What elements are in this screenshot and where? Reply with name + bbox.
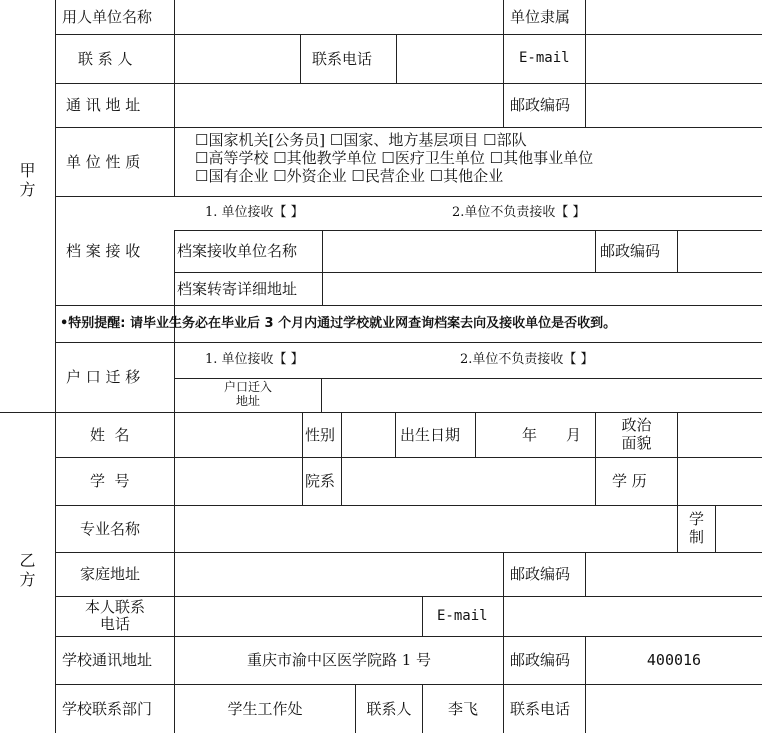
school-contact-value: 李飞	[447, 699, 478, 718]
political-status-field[interactable]	[678, 412, 762, 457]
department-label: 院系	[305, 472, 336, 490]
rule-b-c17	[503, 684, 504, 733]
duration-field[interactable]	[716, 505, 762, 552]
archive-label: 档 案 接 收	[66, 241, 141, 260]
contact-phone-field[interactable]	[397, 34, 503, 83]
rule-b-c11	[422, 596, 423, 636]
rule-b-c4	[475, 412, 476, 457]
school-postal-value: 400016	[646, 651, 702, 669]
contact-phone-label: 联系电话	[312, 49, 373, 68]
unit-type-option-row-1[interactable]: ☐国家机关[公务员] ☐国家、地方基层项目 ☐部队	[195, 131, 527, 149]
affiliation-label: 单位隶属	[510, 8, 571, 26]
hukou-label: 户 口 迁 移	[66, 368, 141, 386]
duration-label-line2: 制	[688, 527, 704, 546]
rule-b-c13	[503, 636, 504, 684]
archive-option-none[interactable]: 2.单位不负责接收【 】	[452, 205, 586, 221]
school-dept-label: 学校联系部门	[62, 699, 153, 718]
major-field[interactable]	[175, 505, 677, 552]
home-postal-field[interactable]	[586, 552, 762, 596]
education-label: 学 历	[612, 472, 647, 490]
rule-row-6	[55, 342, 762, 343]
archive-unit-name-field[interactable]	[323, 230, 595, 272]
major-label: 专业名称	[80, 519, 141, 538]
rule-b-c1	[302, 412, 303, 505]
school-phone-label: 联系电话	[510, 699, 571, 718]
postal-code-field[interactable]	[586, 83, 762, 127]
archive-address-field[interactable]	[323, 272, 762, 305]
school-address-label: 学校通讯地址	[62, 651, 153, 669]
home-address-field[interactable]	[175, 552, 503, 596]
contact-person-field[interactable]	[175, 34, 300, 83]
personal-email-label: E-mail	[437, 607, 488, 624]
party-a-label: 甲 方	[19, 160, 36, 199]
employer-name-field[interactable]	[175, 0, 503, 34]
rule-col-arch-b	[595, 230, 596, 272]
email-label: E-mail	[519, 50, 570, 67]
school-dept-value: 学生工作处	[227, 699, 303, 718]
email-field[interactable]	[586, 34, 762, 83]
duration-label-line1: 学	[688, 510, 704, 529]
unit-type-option-row-3[interactable]: ☐国有企业 ☐外资企业 ☐民营企业 ☐其他企业	[195, 167, 504, 185]
department-field[interactable]	[342, 457, 595, 505]
school-postal-label: 邮政编码	[510, 651, 571, 669]
duration-label	[678, 505, 715, 552]
affiliation-field[interactable]	[586, 0, 762, 34]
personal-phone-label	[56, 596, 174, 636]
name-field[interactable]	[175, 412, 302, 457]
unit-type-option-row-2[interactable]: ☐高等学校 ☐其他教学单位 ☐医疗卫生单位 ☐其他事业单位	[195, 149, 594, 167]
home-postal-label: 邮政编码	[510, 565, 571, 583]
rule-b-c3	[395, 412, 396, 457]
gender-field[interactable]	[342, 412, 395, 457]
hukou-option-none[interactable]: 2.单位不负责接收【 】	[460, 352, 594, 368]
archive-option-unit[interactable]: 1. 单位接收【 】	[205, 205, 304, 221]
hukou-address-field[interactable]	[322, 378, 762, 412]
postal-code-label: 邮政编码	[510, 96, 571, 114]
rule-b-c9	[503, 552, 504, 596]
hukou-address-label	[175, 378, 321, 412]
personal-email-field[interactable]	[504, 596, 762, 636]
student-id-field[interactable]	[175, 457, 302, 505]
rule-col-r2c	[503, 34, 504, 83]
phone-label-line2: 电话	[99, 615, 130, 633]
archive-address-label: 档案转寄详细地址	[177, 279, 298, 298]
address-field[interactable]	[175, 83, 503, 127]
education-field[interactable]	[678, 457, 762, 505]
school-phone-field[interactable]	[586, 684, 762, 733]
archive-postal-label: 邮政编码	[600, 242, 661, 260]
hukou-address-label-line1: 户口迁入	[223, 380, 272, 395]
student-id-label: 学 号	[90, 472, 130, 490]
political-status-label	[596, 412, 677, 457]
archive-postal-field[interactable]	[678, 230, 762, 272]
unit-type-options[interactable]	[195, 128, 755, 194]
personal-phone-field[interactable]	[175, 596, 422, 636]
birth-month-label: 月	[566, 425, 582, 444]
contact-person-label: 联 系 人	[78, 49, 133, 68]
name-label: 姓 名	[90, 425, 130, 444]
unit-type-label: 单 位 性 质	[66, 152, 141, 171]
rule-col-a1	[503, 0, 504, 34]
rule-col-archive	[174, 230, 175, 305]
party-b-label: 乙 方	[19, 550, 36, 589]
political-label-line2: 面貌	[621, 433, 652, 452]
address-label: 通 讯 地 址	[66, 96, 141, 114]
phone-label-line1: 本人联系	[84, 597, 145, 616]
school-contact-label: 联系人	[366, 699, 412, 718]
rule-col-r3a	[503, 83, 504, 127]
home-address-label: 家庭地址	[80, 565, 141, 583]
archive-unit-name-label: 档案接收单位名称	[177, 242, 298, 260]
employer-name-label: 用人单位名称	[62, 8, 153, 26]
rule-col-r2a	[300, 34, 301, 83]
special-notice: •特别提醒: 请毕业生务必在毕业后 3 个月内通过学校就业网查询档案去向及接收单位是否收到。	[60, 315, 617, 331]
school-address-value: 重庆市渝中区医学院路 1 号	[246, 651, 432, 669]
hukou-address-label-line2: 地址	[235, 394, 260, 408]
birth-date-label: 出生日期	[400, 425, 461, 444]
birth-year-label: 年	[522, 425, 538, 444]
rule-row-4	[55, 196, 762, 197]
hukou-option-unit[interactable]: 1. 单位接收【 】	[205, 352, 304, 368]
gender-label: 性别	[305, 425, 336, 444]
political-label-line1: 政治	[621, 416, 652, 435]
